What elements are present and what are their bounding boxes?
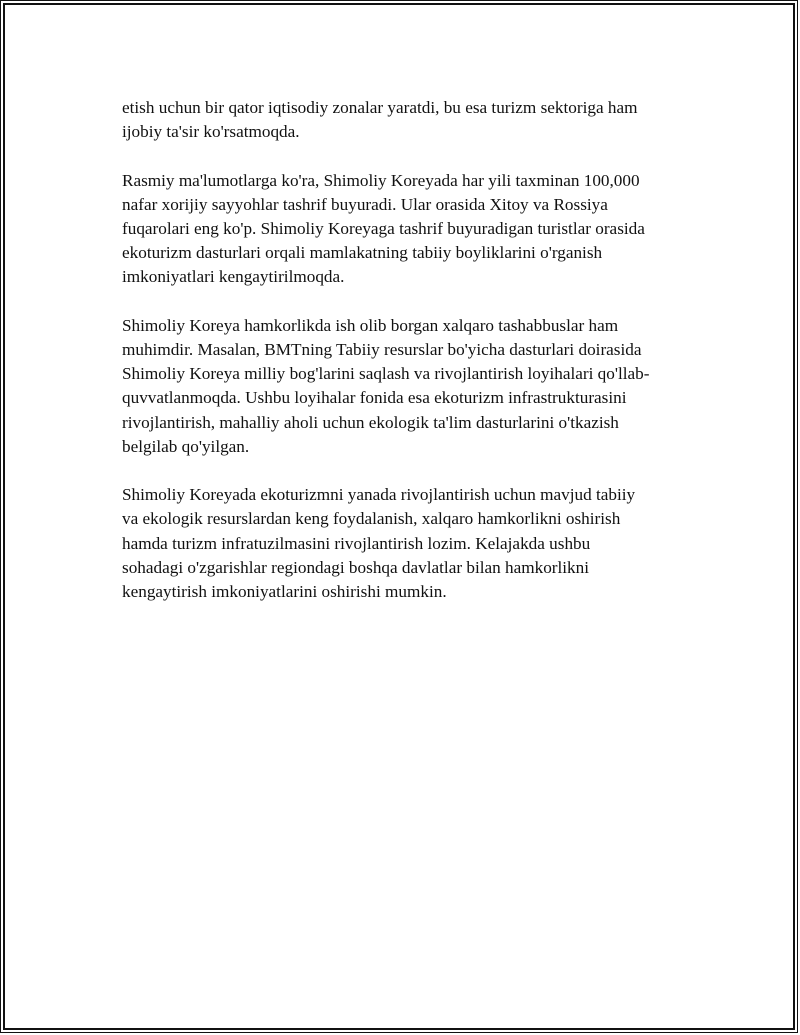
text-line: Shimoliy Koreyada ekoturizmni yanada rivojlantirish uchun mavjud tabiiy — [122, 485, 636, 505]
text-line: ijobiy ta'sir ko'rsatmoqda. — [122, 122, 300, 142]
text-line: belgilab qo'yilgan. — [122, 436, 250, 456]
text-line: etish uchun bir qator iqtisodiy zonalar yaratdi, bu esa turizm sektoriga ham — [122, 98, 638, 117]
page-frame — [3, 3, 795, 1030]
paragraph-3 — [122, 314, 667, 459]
text-line: Rasmiy ma'lumotlarga ko'ra, Shimoliy Koreyada har yili taxminan 100,000 — [122, 170, 640, 190]
paragraph-1 — [122, 96, 667, 144]
text-line: quvvatlanmoqda. Ushbu loyihalar fonida esa ekoturizm infrastrukturasini — [122, 388, 627, 408]
text-line: sohadagi o'zgarishlar regiondagi boshqa davlatlar bilan hamkorlikni — [122, 557, 590, 577]
text-line: fuqarolari eng ko'p. Shimoliy Koreyaga tashrif buyuradigan turistlar orasida — [122, 219, 645, 238]
text-line: imkoniyatlari kengaytirilmoqda. — [122, 267, 345, 287]
paragraph-2 — [122, 169, 667, 290]
text-line: ekoturizm dasturlari orqali mamlakatning tabiiy boyliklarini o'rganish — [122, 243, 603, 263]
text-line: rivojlantirish, mahalliy aholi uchun ekologik ta'lim dasturlarini o'tkazish — [122, 412, 619, 432]
text-line: va ekologik resurslardan keng foydalanish, xalqaro hamkorlikni oshirish — [122, 509, 621, 529]
text-line: nafar xorijiy sayyohlar tashrif buyuradi. Ular orasida Xitoy va Rossiya — [122, 194, 608, 214]
text-line: hamda turizm infratuzilmasini rivojlantirish lozim. Kelajakda ushbu — [122, 533, 591, 553]
text-line: Shimoliy Koreya milliy bog'larini saqlash va rivojlantirish loyihalari qo'llab- — [122, 364, 650, 384]
paragraph-4 — [122, 483, 667, 604]
text-line: kengaytirish imkoniyatlarini oshirishi mumkin. — [122, 582, 447, 602]
document-body — [122, 96, 667, 628]
text-line: muhimdir. Masalan, BMTning Tabiiy resurslar bo'yicha dasturlari doirasida — [122, 340, 642, 359]
text-line: Shimoliy Koreya hamkorlikda ish olib borgan xalqaro tashabbuslar ham — [122, 315, 619, 335]
